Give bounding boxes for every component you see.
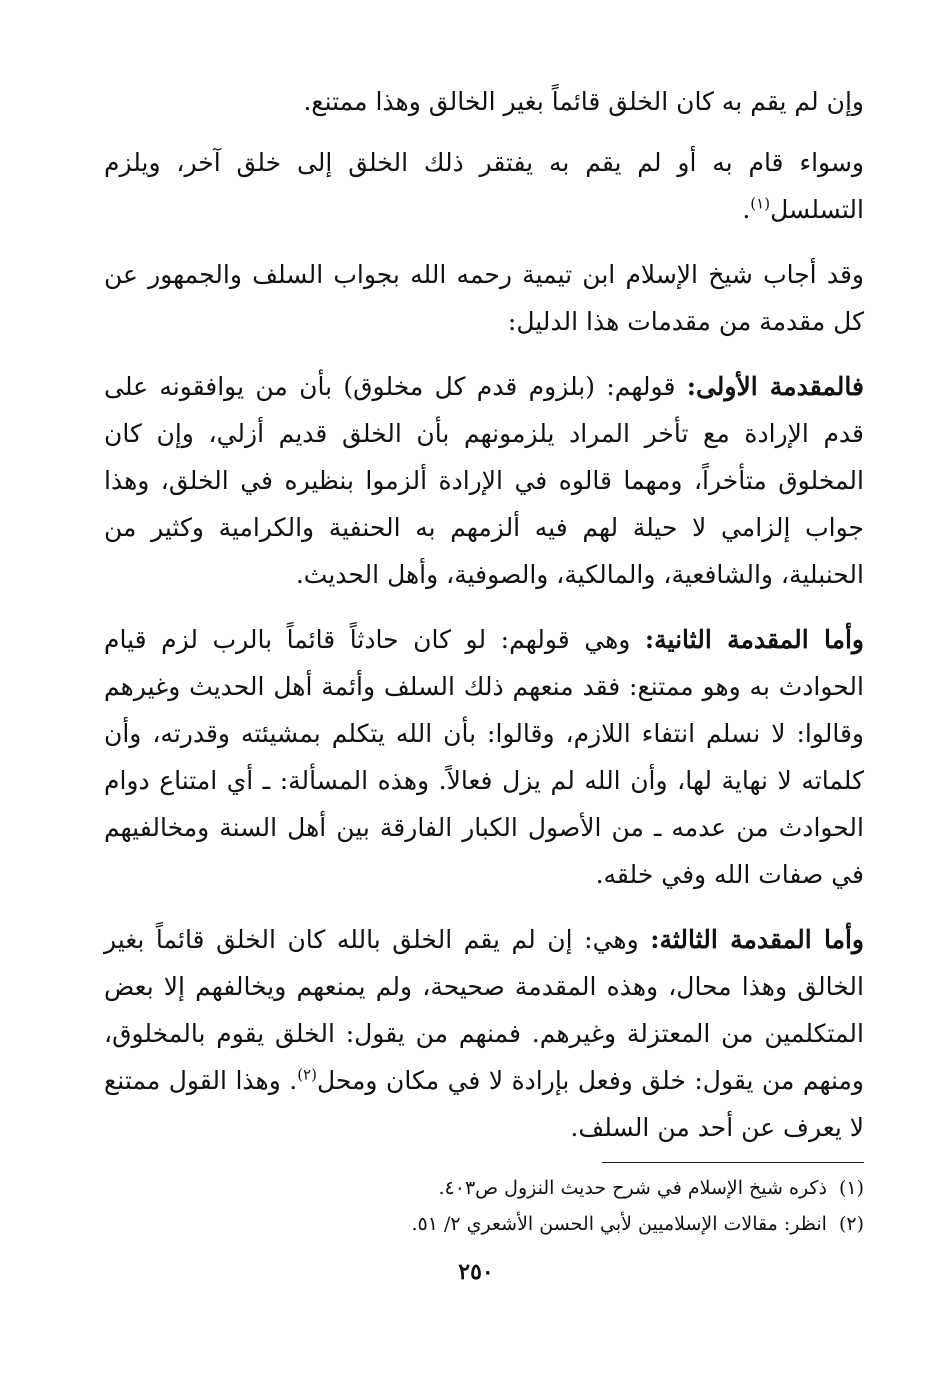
footnote-1-text: ذكره شيخ الإسلام في شرح حديث النزول ص٤٠٣. (438, 1177, 827, 1199)
paragraph-3 (104, 251, 864, 345)
footnote-divider (602, 1162, 864, 1163)
footnote-2-text: انظر: مقالات الإسلاميين لأبي الحسن الأشعري ٢/ ٥١. (411, 1213, 827, 1235)
paragraph-second-premise (104, 616, 864, 898)
footnote-1 (104, 1170, 864, 1206)
paragraph-3-text: وقد أجاب شيخ الإسلام ابن تيمية رحمه الله بجواب السلف والجمهور عن كل مقدمة من مقدمات هذا الدليل: (104, 260, 864, 336)
footnote-ref-2[interactable]: (٢) (297, 1065, 317, 1084)
page-number: ٢٥٠ (458, 1259, 494, 1285)
footnotes (104, 1170, 864, 1242)
footnote-1-number: (١) (838, 1177, 864, 1199)
third-premise-heading: وأما المقدمة الثالثة: (650, 925, 864, 954)
footnote-2-number: (٢) (838, 1213, 864, 1235)
footnote-ref-1[interactable]: (١) (750, 194, 771, 213)
paragraph-1 (104, 78, 864, 125)
main-text (104, 78, 864, 1165)
first-premise-heading: فالمقدمة الأولى: (686, 372, 864, 401)
second-premise-text: وهي قولهم: لو كان حادثاً قائماً بالرب لزم قيام الحوادث به وهو ممتنع: فقد منعهم ذلك السلف وأئمة أهل الحديث وغيرهم وقالوا: لا نسلم انتفاء اللازم، وقالوا: بأن الله يتكلم بمشيئته وقدرته، وأن كلماته لا نهاية لها، وأن الله لم يزل فعالاً. وهذه المسألة: ـ أي امتناع دوام الحوادث من عدمه ـ من الأصول الكبار الفارقة بين أهل السنة ومخالفيهم في صفات الله وفي خلقه. (104, 625, 864, 889)
third-premise-text: وهي: إن لم يقم الخلق بالله كان الخلق قائماً بغير الخالق وهذا محال، وهذه المقدمة صحيحة، ولم يمنعهم ويخالفهم إلا بعض المتكلمين من المعتزلة وغيرهم. فمنهم من يقول: الخلق يقوم بالمخلوق، ومنهم من يقول: خلق وفعل بإرادة لا في مكان ومحل (104, 925, 864, 1095)
paragraph-2-end: . (742, 195, 751, 224)
first-premise-text: قولهم: (بلزوم قدم كل مخلوق) بأن من يوافقونه على قدم الإرادة مع تأخر المراد يلزمونهم بأن الخلق قديم أزلي، وإن كان المخلوق متأخراً، ومهما قالوه في الإرادة ألزموا بنظيره في الخلق، وهذا جواب إلزامي لا حيلة لهم فيه ألزمهم به الحنفية والكرامية وكثير من الحنبلية، والشافعية، والمالكية، والصوفية، وأهل الحديث. (104, 372, 864, 589)
footnote-2 (104, 1206, 864, 1242)
paragraph-2 (104, 139, 864, 233)
paragraph-first-premise (104, 363, 864, 598)
second-premise-heading: وأما المقدمة الثانية: (644, 625, 864, 654)
paragraph-1-text: وإن لم يقم به كان الخلق قائماً بغير الخالق وهذا ممتنع. (303, 87, 864, 116)
third-premise-end: . وهذا القول ممتنع لا يعرف عن أحد من السلف. (104, 1066, 864, 1142)
paragraph-third-premise (104, 916, 864, 1151)
paragraph-2-text: وسواء قام به أو لم يقم به يفتقر ذلك الخلق إلى خلق آخر، ويلزم التسلسل (104, 148, 864, 224)
